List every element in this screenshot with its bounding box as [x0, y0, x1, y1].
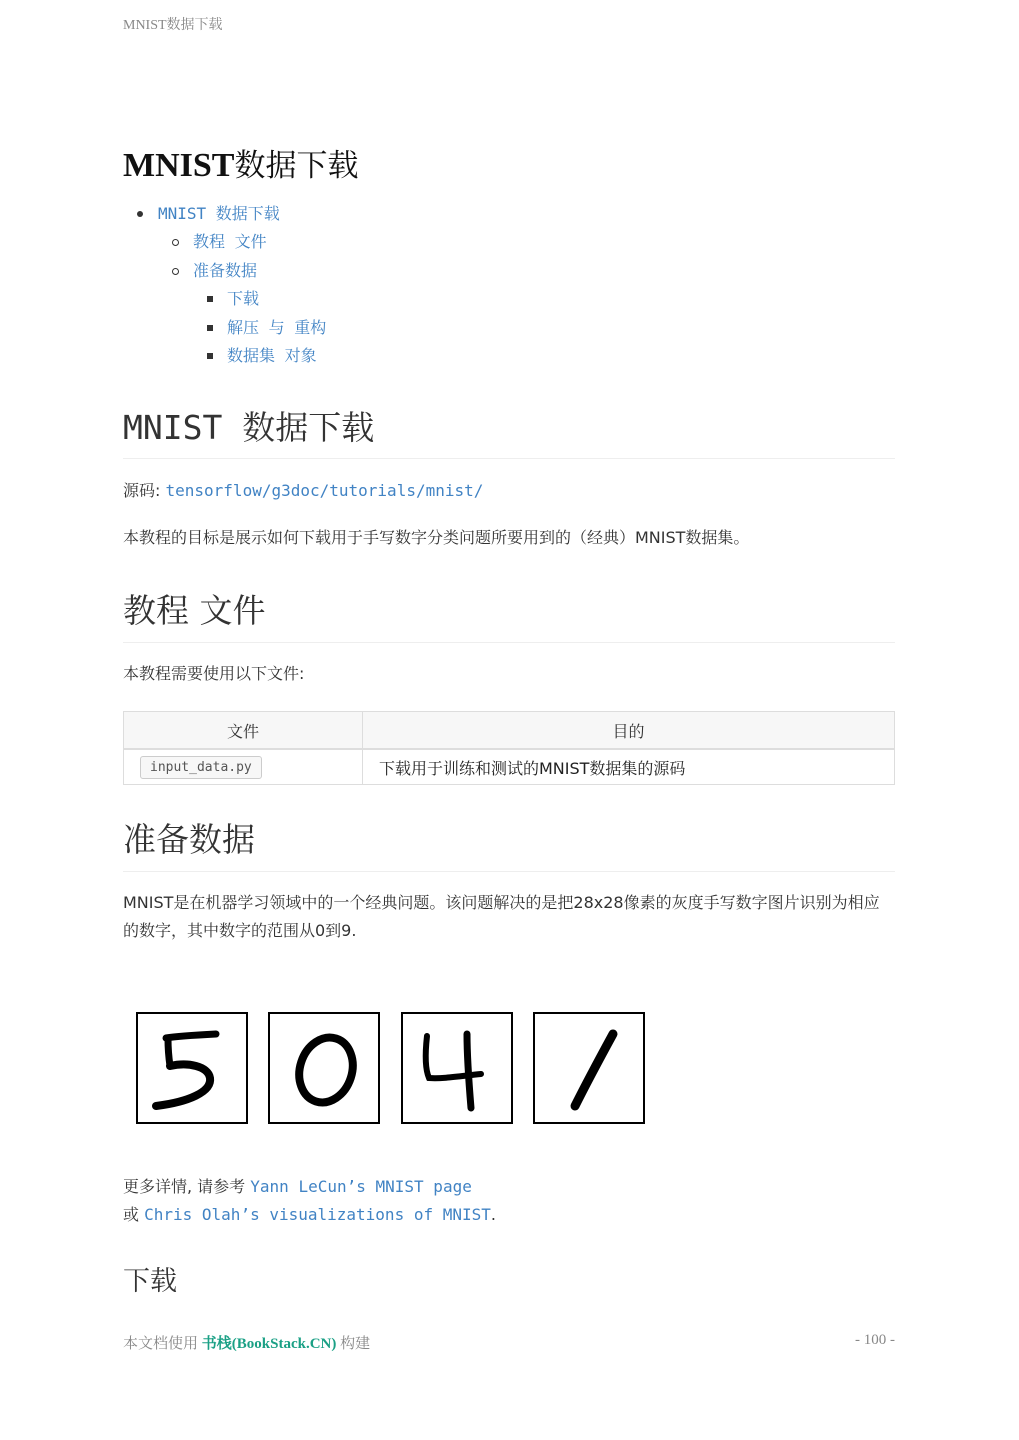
- toc-link-mnist-download[interactable]: MNIST 数据下载: [158, 204, 280, 223]
- period: .: [490, 1205, 496, 1224]
- toc-item: [123, 285, 895, 313]
- table-of-contents: [123, 200, 895, 370]
- toc-item: [123, 200, 895, 228]
- bullet-circle-icon: [172, 239, 179, 246]
- more-details-prefix: 更多详情, 请参考: [123, 1177, 246, 1196]
- table-row: [124, 749, 895, 785]
- toc-link-download[interactable]: 下载: [227, 289, 260, 309]
- section-heading-mnist-download: MNIST 数据下载: [123, 402, 895, 459]
- source-label: 源码:: [123, 481, 161, 500]
- source-line: [123, 477, 895, 505]
- document-title-latin: MNIST: [123, 147, 235, 184]
- source-link[interactable]: tensorflow/g3doc/tutorials/mnist/: [165, 481, 484, 500]
- table-header-file: 文件: [124, 712, 363, 750]
- or-text: 或: [123, 1205, 140, 1224]
- table-cell-file: [124, 749, 363, 785]
- bullet-disc-icon: [137, 211, 143, 217]
- bullet-square-icon: [207, 353, 213, 359]
- section-heading-prepare-data: 准备数据: [123, 814, 895, 872]
- table-header-purpose: 目的: [363, 712, 895, 750]
- toc-link-extract-reshape[interactable]: 解压 与 重构: [227, 317, 327, 337]
- files-table: [123, 711, 895, 785]
- footer-credit: [123, 1332, 370, 1353]
- toc-item: [123, 342, 895, 370]
- bullet-square-icon: [207, 296, 213, 302]
- mnist-digit-images: [136, 1012, 656, 1126]
- prepare-paragraph: MNIST是在机器学习领域中的一个经典问题。该问题解决的是把28x28像素的灰度手写数字图片识别为相应的数字，其中数字的范围从0到9.: [123, 893, 880, 940]
- section-heading-tutorial-files: 教程 文件: [123, 585, 895, 643]
- toc-link-dataset-object[interactable]: 数据集 对象: [227, 345, 317, 365]
- table-cell-purpose: 下载用于训练和测试的MNIST数据集的源码: [363, 749, 895, 785]
- section-heading-download: 下载: [123, 1266, 177, 1297]
- toc-item: [123, 314, 895, 342]
- lecun-mnist-link[interactable]: Yann LeCun’s MNIST page: [250, 1177, 472, 1196]
- table-header-row: [124, 712, 895, 750]
- toc-link-prepare-data[interactable]: 准备数据: [193, 260, 258, 280]
- footer-prefix: 本文档使用: [123, 1336, 199, 1352]
- intro-paragraph: 本教程的目标是展示如何下载用于手写数字分类问题所要用到的（经典）MNIST数据集。: [123, 528, 750, 547]
- digit-image-one: [533, 1012, 645, 1124]
- digit-image-five: [136, 1012, 248, 1124]
- toc-item: [123, 257, 895, 285]
- olah-visualization-link[interactable]: Chris Olah’s visualizations of MNIST: [144, 1205, 491, 1224]
- document-title-cjk: 数据下载: [234, 148, 359, 184]
- toc-item: [123, 228, 895, 256]
- toc-link-tutorial-files[interactable]: 教程 文件: [193, 232, 267, 252]
- footer-suffix: 构建: [340, 1336, 371, 1352]
- running-header: MNIST数据下载: [123, 18, 223, 33]
- footer-brand-link[interactable]: 书栈(BookStack.CN): [201, 1336, 337, 1352]
- digit-image-zero: [268, 1012, 380, 1124]
- document-title: [123, 140, 358, 185]
- page-number: - 100 -: [855, 1332, 895, 1348]
- more-details: [123, 1173, 895, 1229]
- inline-code: input_data.py: [140, 756, 262, 779]
- bullet-square-icon: [207, 325, 213, 331]
- digit-image-four: [401, 1012, 513, 1124]
- bullet-circle-icon: [172, 268, 179, 275]
- files-intro: 本教程需要使用以下文件:: [123, 664, 305, 683]
